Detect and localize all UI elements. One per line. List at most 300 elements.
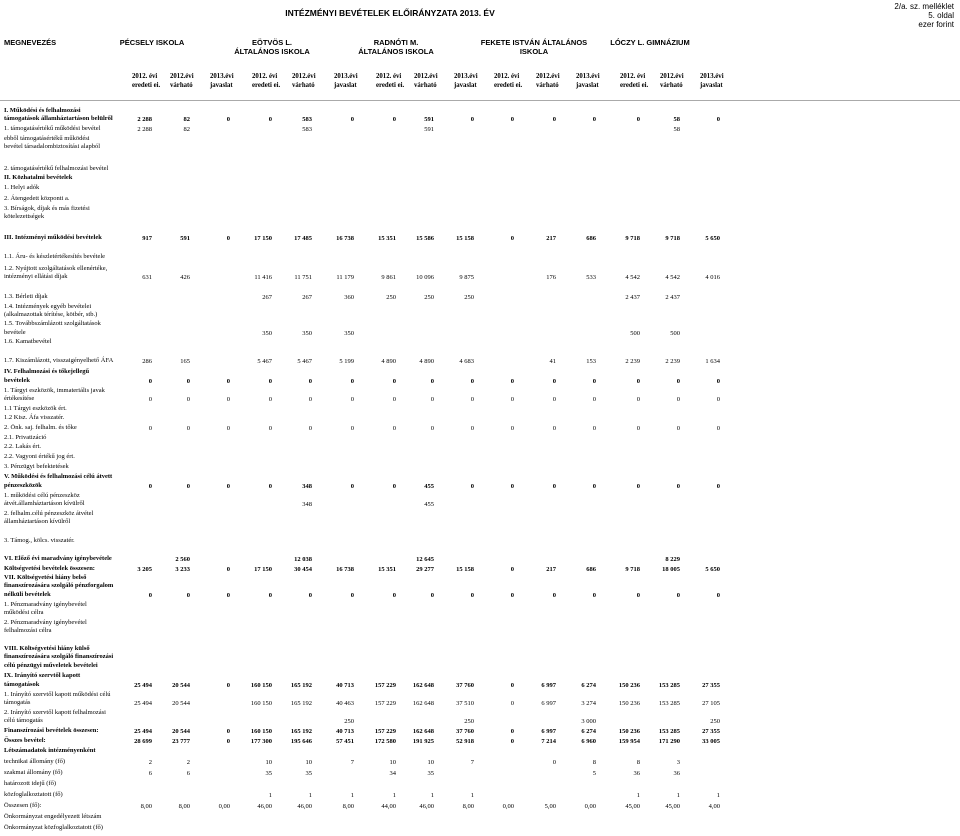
value-cell: 157 229 xyxy=(374,682,396,689)
value-cell: 0 xyxy=(186,396,190,403)
value-cell: 25 494 xyxy=(134,700,152,707)
value-cell: 153 285 xyxy=(658,700,680,707)
row-label: 3. Pénzügyi befektetések xyxy=(4,463,69,470)
value-cell: 0 xyxy=(392,116,396,123)
value-cell: 44,00 xyxy=(381,803,396,810)
value-cell: 37 760 xyxy=(456,728,474,735)
period-column-header-line: eredeti ei. xyxy=(494,82,523,89)
value-cell: 1 634 xyxy=(705,358,720,365)
value-cell: 33 005 xyxy=(702,738,720,745)
row-label: 2. támogatásértékű felhalmozási bevétel xyxy=(4,165,109,172)
value-cell: 2 239 xyxy=(625,358,640,365)
value-cell: 9 718 xyxy=(625,566,640,573)
value-cell: 4 542 xyxy=(665,274,680,281)
value-cell: 0 xyxy=(226,566,230,573)
period-column-header xyxy=(536,72,560,90)
table-row xyxy=(0,339,960,350)
value-cell: 17 150 xyxy=(254,235,272,242)
period-column-header-line: 2012.évi xyxy=(170,73,194,80)
value-cell: 350 xyxy=(302,330,312,337)
period-column-header xyxy=(376,72,404,90)
row-label: 2.1. Privatizáció xyxy=(4,434,47,441)
value-cell: 250 xyxy=(464,294,474,301)
period-column-header-line: 2012.évi xyxy=(414,73,438,80)
value-cell: 7 214 xyxy=(541,738,556,745)
period-column-header-line: 2012. évi xyxy=(494,73,520,80)
row-label: 1. működési célú pénzeszköz xyxy=(4,492,80,499)
value-cell: 36 xyxy=(633,770,640,777)
row-label: 1. Pénzmaradvány igénybevétel xyxy=(4,601,87,608)
value-cell: 5 650 xyxy=(705,235,720,242)
value-cell: 46,00 xyxy=(257,803,272,810)
value-cell: 15 351 xyxy=(378,235,396,242)
value-cell: 686 xyxy=(586,235,596,242)
value-cell: 0 xyxy=(148,425,152,432)
value-cell: 583 xyxy=(302,116,312,123)
value-cell: 0 xyxy=(592,592,596,599)
table-row xyxy=(0,144,960,155)
value-cell: 500 xyxy=(670,330,680,337)
row-label: VIII. Költségvetési hiány külső xyxy=(4,645,90,652)
value-cell: 157 229 xyxy=(374,728,396,735)
row-label: V. Működési és felhalmozási célú átvett xyxy=(4,473,113,480)
value-cell: 0 xyxy=(592,378,596,385)
period-column-header xyxy=(414,72,438,90)
value-cell: 9 718 xyxy=(625,235,640,242)
value-cell: 162 648 xyxy=(412,682,434,689)
value-cell: 2 239 xyxy=(665,358,680,365)
value-cell: 153 285 xyxy=(658,682,680,689)
value-cell: 0 xyxy=(226,738,230,745)
value-cell: 0 xyxy=(226,116,230,123)
value-cell: 58 xyxy=(673,126,680,133)
value-cell: 360 xyxy=(344,294,354,301)
value-cell: 57 451 xyxy=(336,738,354,745)
value-cell: 160 150 xyxy=(250,700,272,707)
row-label: 1. Tárgyi eszközök, immateriális javak xyxy=(4,387,105,394)
value-cell: 10 xyxy=(265,759,272,766)
value-cell: 0 xyxy=(148,396,152,403)
value-cell: 0 xyxy=(392,425,396,432)
value-cell: 1 xyxy=(676,792,680,799)
value-cell: 25 494 xyxy=(134,682,152,689)
value-cell: 0 xyxy=(470,396,474,403)
value-cell: 17 150 xyxy=(254,566,272,573)
period-column-header-line: 2012.évi xyxy=(660,73,684,80)
value-cell: 250 xyxy=(424,294,434,301)
value-cell: 35 xyxy=(265,770,272,777)
row-label: VII. Költségvetési hiány belső xyxy=(4,574,87,581)
row-label: 1.1 Tárgyi eszközök ért. xyxy=(4,405,67,412)
school-name-header: EÖTVÖS L. ÁLTALÁNOS ISKOLA xyxy=(234,38,310,56)
period-column-header-line: javaslat xyxy=(576,82,599,89)
value-cell: 6 997 xyxy=(541,700,556,707)
value-cell: 5,00 xyxy=(544,803,556,810)
value-cell: 6 xyxy=(186,770,190,777)
row-label: 1.1. Áru- és készletértékesítés bevétele xyxy=(4,253,106,260)
row-label: nélküli bevételek xyxy=(4,591,51,598)
period-column-header-line: várható xyxy=(414,82,437,89)
value-cell: 0 xyxy=(430,425,434,432)
value-cell: 0 xyxy=(510,700,514,707)
value-cell: 8 xyxy=(636,759,640,766)
value-cell: 172 580 xyxy=(374,738,396,745)
value-cell: 0 xyxy=(510,235,514,242)
row-label: intézményi ellátási díjak xyxy=(4,273,68,280)
school-name-header: FEKETE ISTVÁN ÁLTALÁNOS ISKOLA xyxy=(480,38,588,56)
value-cell: 217 xyxy=(546,235,556,242)
value-cell: 348 xyxy=(302,483,312,490)
row-label: bevételek xyxy=(4,377,30,384)
value-cell: 46,00 xyxy=(419,803,434,810)
period-column-header-line: 2012. évi xyxy=(620,73,646,80)
value-cell: 40 463 xyxy=(336,700,354,707)
value-cell: 1 xyxy=(268,792,272,799)
table-row xyxy=(0,185,960,196)
value-cell: 0 xyxy=(552,396,556,403)
value-cell: 165 192 xyxy=(290,700,312,707)
row-label: 1.7. Kiszámlázott, visszaigényelhető ÁFA xyxy=(4,357,114,364)
value-cell: 45,00 xyxy=(665,803,680,810)
value-cell: 0 xyxy=(592,116,596,123)
value-cell: 162 648 xyxy=(412,728,434,735)
period-column-header-line: javaslat xyxy=(454,82,477,89)
row-label: 1. Irányító szervtől kapott működési célú xyxy=(4,691,111,698)
value-cell: 217 xyxy=(546,566,556,573)
row-label: 1.4. Intézmények egyéb bevételei xyxy=(4,303,92,310)
value-cell: 2 437 xyxy=(625,294,640,301)
value-cell: 267 xyxy=(262,294,272,301)
row-label: VI. Előző évi maradvány igénybevétele xyxy=(4,555,112,562)
value-cell: 12 038 xyxy=(294,556,312,563)
row-label: (alkalmazottak térítése, kötbér, stb.) xyxy=(4,311,98,318)
value-cell: 10 096 xyxy=(416,274,434,281)
value-cell: 0 xyxy=(716,483,720,490)
row-label: kötelezettségek xyxy=(4,213,45,220)
value-cell: 250 xyxy=(710,718,720,725)
value-cell: 6 274 xyxy=(581,682,596,689)
value-cell: 58 xyxy=(673,116,680,123)
value-cell: 82 xyxy=(183,126,190,133)
value-cell: 0 xyxy=(636,483,640,490)
period-column-header-line: 2012.évi xyxy=(292,73,316,80)
value-cell: 0 xyxy=(636,592,640,599)
row-label: felhalmozási célra xyxy=(4,627,52,634)
value-cell: 0 xyxy=(592,483,596,490)
row-label: célú pénzügyi műveletek bevételei xyxy=(4,662,98,669)
value-cell: 0 xyxy=(268,425,272,432)
value-cell: 0 xyxy=(552,116,556,123)
row-label: támogatások xyxy=(4,681,40,688)
value-cell: 0 xyxy=(470,592,474,599)
value-cell: 6 997 xyxy=(541,682,556,689)
value-cell: 15 351 xyxy=(378,566,396,573)
row-label: 1.3. Bérleti díjak xyxy=(4,293,48,300)
table-row xyxy=(0,770,960,781)
period-column-header-line: javaslat xyxy=(700,82,723,89)
value-cell: 286 xyxy=(142,358,152,365)
label-column-header: MEGNEVEZÉS xyxy=(4,38,57,47)
period-column-header-line: eredeti ei. xyxy=(132,82,161,89)
table-row xyxy=(0,748,960,759)
value-cell: 16 738 xyxy=(336,566,354,573)
value-cell: 250 xyxy=(344,718,354,725)
value-cell: 0 xyxy=(186,425,190,432)
value-cell: 9 718 xyxy=(665,235,680,242)
period-column-header-line: várható xyxy=(292,82,315,89)
value-cell: 0 xyxy=(510,483,514,490)
value-cell: 3 233 xyxy=(175,566,190,573)
value-cell: 3 274 xyxy=(581,700,596,707)
value-cell: 23 777 xyxy=(172,738,190,745)
school-name-header: LÓCZY L. GIMNÁZIUM xyxy=(610,38,690,47)
value-cell: 162 648 xyxy=(412,700,434,707)
row-label: 3. Támog., kölcs. visszatér. xyxy=(4,537,75,544)
value-cell: 27 355 xyxy=(702,728,720,735)
value-cell: 20 544 xyxy=(172,700,190,707)
value-cell: 7 xyxy=(470,759,474,766)
value-cell: 0 xyxy=(510,116,514,123)
value-cell: 4 890 xyxy=(419,358,434,365)
period-column-header xyxy=(334,72,358,90)
annex-note xyxy=(894,2,954,29)
school-name-header: PÉCSELY ISKOLA xyxy=(119,38,185,47)
value-cell: 0 xyxy=(392,592,396,599)
value-cell: 159 954 xyxy=(618,738,640,745)
row-label: 2. Irányító szervtől kapott felhalmozási xyxy=(4,709,106,716)
value-cell: 150 236 xyxy=(618,700,640,707)
table-row xyxy=(0,538,960,549)
value-cell: 160 150 xyxy=(250,682,272,689)
value-cell: 533 xyxy=(586,274,596,281)
value-cell: 36 xyxy=(673,770,680,777)
value-cell: 0,00 xyxy=(584,803,596,810)
row-label: IX. Irányító szervtől kapott xyxy=(4,672,81,679)
row-label: 2. Átengedett központi a. xyxy=(4,195,70,202)
value-cell: 0 xyxy=(350,425,354,432)
period-column-header xyxy=(494,72,522,90)
value-cell: 46,00 xyxy=(297,803,312,810)
row-label: 2.2. Lakás ért. xyxy=(4,443,42,450)
period-column-header xyxy=(252,72,280,90)
value-cell: 0 xyxy=(470,116,474,123)
value-cell: 2 288 xyxy=(137,126,152,133)
value-cell: 0 xyxy=(430,378,434,385)
value-cell: 0 xyxy=(268,592,272,599)
value-cell: 0 xyxy=(226,378,230,385)
period-column-header-line: 2013.évi xyxy=(700,73,724,80)
value-cell: 0 xyxy=(552,425,556,432)
value-cell: 591 xyxy=(424,116,434,123)
value-cell: 5 467 xyxy=(257,358,272,365)
table-row xyxy=(0,628,960,639)
value-cell: 0 xyxy=(350,592,354,599)
period-column-header-line: 2012. évi xyxy=(132,73,158,80)
row-label: technikai állomány (fő) xyxy=(4,758,66,765)
value-cell: 2 437 xyxy=(665,294,680,301)
value-cell: 0 xyxy=(510,592,514,599)
value-cell: 11 751 xyxy=(294,274,312,281)
value-cell: 267 xyxy=(302,294,312,301)
period-column-header xyxy=(170,72,194,90)
row-label: értékesítése xyxy=(4,395,35,402)
value-cell: 0 xyxy=(308,425,312,432)
value-cell: 0 xyxy=(716,396,720,403)
value-cell: 18 005 xyxy=(662,566,680,573)
table-row xyxy=(0,759,960,770)
value-cell: 0 xyxy=(148,378,152,385)
value-cell: 0 xyxy=(186,592,190,599)
value-cell: 0,00 xyxy=(218,803,230,810)
row-label: támogatások államháztartáson belülről xyxy=(4,115,113,122)
value-cell: 0 xyxy=(716,116,720,123)
value-cell: 15 158 xyxy=(456,235,474,242)
value-cell: 0 xyxy=(308,592,312,599)
value-cell: 1 xyxy=(430,792,434,799)
value-cell: 8,00 xyxy=(342,803,354,810)
value-cell: 1 xyxy=(470,792,474,799)
value-cell: 35 xyxy=(427,770,434,777)
value-cell: 455 xyxy=(424,501,434,508)
value-cell: 455 xyxy=(424,483,434,490)
value-cell: 30 454 xyxy=(294,566,312,573)
value-cell: 591 xyxy=(424,126,434,133)
value-cell: 0 xyxy=(186,378,190,385)
value-cell: 250 xyxy=(464,718,474,725)
value-cell: 4 683 xyxy=(459,358,474,365)
value-cell: 8,00 xyxy=(178,803,190,810)
value-cell: 3 205 xyxy=(137,566,152,573)
value-cell: 0 xyxy=(636,425,640,432)
value-cell: 29 277 xyxy=(416,566,434,573)
value-cell: 0 xyxy=(226,728,230,735)
value-cell: 0 xyxy=(636,378,640,385)
value-cell: 4 016 xyxy=(705,274,720,281)
row-label: államháztartáson kívülről xyxy=(4,518,71,525)
value-cell: 52 918 xyxy=(456,738,474,745)
row-label: 3. Bírságok, díjak és más fizetési xyxy=(4,205,90,212)
table-row xyxy=(0,235,960,246)
row-label: ebből támogatásértékű működési xyxy=(4,135,90,142)
value-cell: 1 xyxy=(392,792,396,799)
period-column-header-line: 2012. évi xyxy=(376,73,402,80)
row-label: I. Működési és felhalmozási xyxy=(4,107,81,114)
value-cell: 0 xyxy=(510,378,514,385)
value-cell: 8 229 xyxy=(665,556,680,563)
value-cell: 0 xyxy=(552,759,556,766)
value-cell: 34 xyxy=(389,770,396,777)
value-cell: 37 510 xyxy=(456,700,474,707)
value-cell: 12 645 xyxy=(416,556,434,563)
value-cell: 6 960 xyxy=(581,738,596,745)
value-cell: 0 xyxy=(470,483,474,490)
row-label: 1.2. Nyújtott szolgáltatások ellenértéke, xyxy=(4,265,108,272)
value-cell: 10 xyxy=(427,759,434,766)
row-label: támogatás xyxy=(4,699,31,706)
period-column-header-line: 2012. évi xyxy=(252,73,278,80)
value-cell: 0 xyxy=(552,378,556,385)
row-label: 2. felhalm.célú pénzeszköz átvétel xyxy=(4,510,94,517)
value-cell: 0 xyxy=(470,425,474,432)
value-cell: 0 xyxy=(676,378,680,385)
value-cell: 9 861 xyxy=(381,274,396,281)
value-cell: 150 236 xyxy=(618,728,640,735)
value-cell: 177 300 xyxy=(250,738,272,745)
period-column-header-line: eredeti ei. xyxy=(252,82,281,89)
value-cell: 0 xyxy=(226,425,230,432)
value-cell: 15 158 xyxy=(456,566,474,573)
value-cell: 2 288 xyxy=(137,116,152,123)
value-cell: 0 xyxy=(510,728,514,735)
value-cell: 0 xyxy=(392,378,396,385)
value-cell: 0 xyxy=(226,396,230,403)
period-column-header xyxy=(660,72,684,90)
period-column-header-line: eredeti ei. xyxy=(376,82,405,89)
value-cell: 20 544 xyxy=(172,728,190,735)
period-column-header-line: 2013.évi xyxy=(210,73,234,80)
value-cell: 153 285 xyxy=(658,728,680,735)
value-cell: 0 xyxy=(676,425,680,432)
value-cell: 350 xyxy=(344,330,354,337)
value-cell: 2 xyxy=(148,759,152,766)
value-cell: 11 179 xyxy=(336,274,354,281)
row-label: bevétel társadalombiztosítási alapból xyxy=(4,143,101,150)
value-cell: 195 646 xyxy=(290,738,312,745)
value-cell: 6 274 xyxy=(581,728,596,735)
value-cell: 0 xyxy=(350,378,354,385)
value-cell: 4 542 xyxy=(625,274,640,281)
period-column-header-line: várható xyxy=(170,82,193,89)
value-cell: 153 xyxy=(586,358,596,365)
value-cell: 2 xyxy=(186,759,190,766)
value-cell: 0 xyxy=(592,425,596,432)
value-cell: 348 xyxy=(302,501,312,508)
value-cell: 8 xyxy=(592,759,596,766)
row-label: IV. Felhalmozási és tőkejellegű xyxy=(4,368,90,375)
page-title: INTÉZMÉNYI BEVÉTELEK ELŐIRÁNYZATA 2013. ÉV xyxy=(285,8,495,18)
value-cell: 426 xyxy=(180,274,190,281)
annex-number: 2/a. sz. melléklet xyxy=(894,2,954,11)
value-cell: 0 xyxy=(636,396,640,403)
value-cell: 165 192 xyxy=(290,728,312,735)
value-cell: 5 199 xyxy=(339,358,354,365)
value-cell: 0 xyxy=(510,738,514,745)
value-cell: 6 997 xyxy=(541,728,556,735)
value-cell: 41 xyxy=(549,358,556,365)
value-cell: 40 713 xyxy=(336,682,354,689)
value-cell: 10 xyxy=(305,759,312,766)
value-cell: 17 485 xyxy=(294,235,312,242)
value-cell: 0 xyxy=(392,483,396,490)
value-cell: 160 150 xyxy=(250,728,272,735)
value-cell: 0 xyxy=(676,483,680,490)
value-cell: 165 192 xyxy=(290,682,312,689)
value-cell: 0 xyxy=(716,425,720,432)
value-cell: 0 xyxy=(430,396,434,403)
value-cell: 5 650 xyxy=(705,566,720,573)
row-label: Összesen (fő): xyxy=(4,802,42,809)
value-cell: 0 xyxy=(430,592,434,599)
row-label: 1.2 Kisz. Áfa visszatér. xyxy=(4,414,65,421)
row-label: bevétele xyxy=(4,329,26,336)
row-label: finanszírozására szolgáló pénzforgalom xyxy=(4,582,114,589)
period-column-header-line: várható xyxy=(660,82,683,89)
value-cell: 0 xyxy=(350,483,354,490)
value-cell: 16 738 xyxy=(336,235,354,242)
value-cell: 1 xyxy=(636,792,640,799)
value-cell: 1 xyxy=(716,792,720,799)
value-cell: 0 xyxy=(268,378,272,385)
